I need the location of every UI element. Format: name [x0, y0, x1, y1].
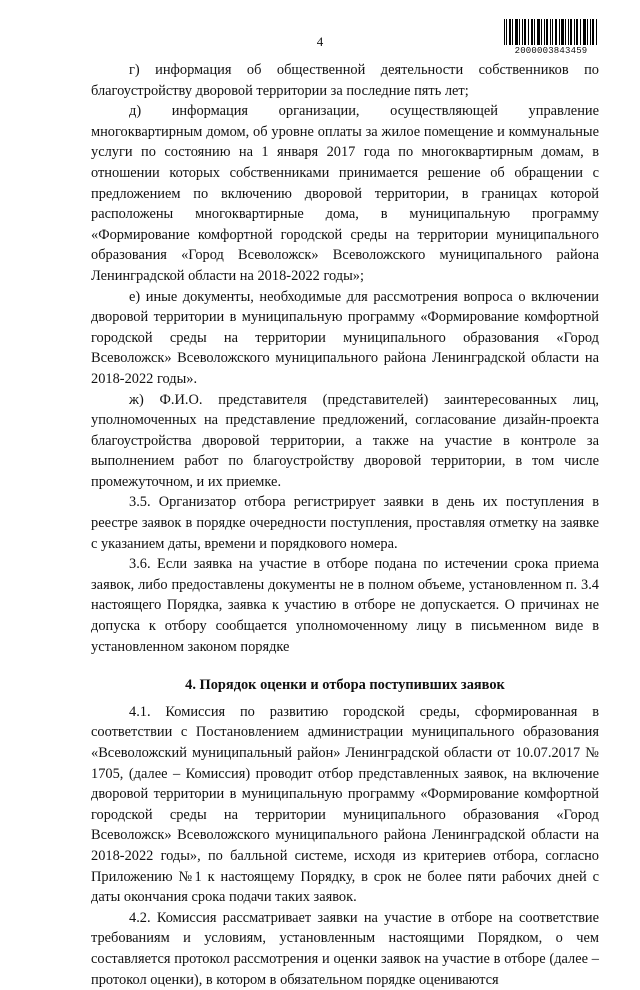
- barcode-icon: [504, 19, 598, 45]
- paragraph-e: е) иные документы, необходимые для рассмотрения вопроса о включении дворовой территории в муниципальную программу «Формирование комфортной городской среды на территории муниципального образования «Город Всеволожск» Всеволожского муниципального района Ленинградской области на 2018-2022 годы».: [91, 288, 599, 387]
- section-heading: 4. Порядок оценки и отбора поступивших заявок: [185, 677, 505, 694]
- paragraph-d: д) информация организации, осуществляющей управление многоквартирным домом, об уровне оплаты за жилое помещение и коммунальные услуги по состоянию на 1 января 2017 года по многоквартирным домам, в отношении которых собственниками принимается решение об обращении с предложением по включению дворовой территории, в границах которой расположены многоквартирные дома, в муниципальную программу «Формирование комфортной городской среды на территории муниципального образования «Город Всеволожск» Всеволожского муниципального района Ленинградской области на 2018-2022 годы»;: [91, 103, 599, 284]
- paragraph-zh: ж) Ф.И.О. представителя (представителей) заинтересованных лиц, уполномоченных на представление предложений, согласование дизайн-проекта благоустройства дворовой территории, а также на участие в контроле за выполнением работ по благоустройству дворовой территории, в том числе промежуточном, и их приемке.: [91, 391, 599, 490]
- paragraph-3-5: 3.5. Организатор отбора регистрирует заявки в день их поступления в реестре заявок в порядке очередности поступления, проставляя отметку на заявке с указанием даты, времени и порядкового номера.: [91, 494, 599, 552]
- document-body: [91, 60, 599, 990]
- paragraph-g: г) информация об общественной деятельности собственников по благоустройству дворовой территории за последние пять лет;: [91, 62, 599, 99]
- page-number: 4: [316, 34, 324, 49]
- paragraph-4-1: 4.1. Комиссия по развитию городской среды, сформированная в соответствии с Постановлением администрации муниципального образования «Всеволожский муниципальный район» Ленинградской области от 10.07.2017 № 1705, (далее – Комиссия) проводит отбор представленных заявок, на включение дворовой территории в муниципальную программу «Формирование комфортной городской среды на территории муниципального образования «Город Всеволожск» Всеволожского муниципального района Ленинградской области на 2018-2022 годы», по балльной системе, исходя из критериев отбора, согласно Приложению №1 к настоящему Порядку, в срок не более пяти рабочих дней с даты окончания срока подачи таких заявок.: [91, 703, 599, 906]
- barcode: [504, 19, 598, 56]
- barcode-number: 2000003843459: [514, 46, 588, 56]
- paragraph-3-6: 3.6. Если заявка на участие в отборе подана по истечении срока приема заявок, либо предоставлены документы не в полном объеме, установленном п. 3.4 настоящего Порядка, заявка к участию в отборе не допускается. О причинах не допуска к отбору сообщается уполномоченному лицу в письменном виде в установленном законом порядке: [91, 556, 599, 655]
- paragraph-4-2: 4.2. Комиссия рассматривает заявки на участие в отборе на соответствие требованиям и условиям, установленным настоящими Порядком, о чем составляется протокол рассмотрения и оценки заявок на участие в отборе (далее – протокол оценки), в котором в обязательном порядке оцениваются: [91, 909, 599, 988]
